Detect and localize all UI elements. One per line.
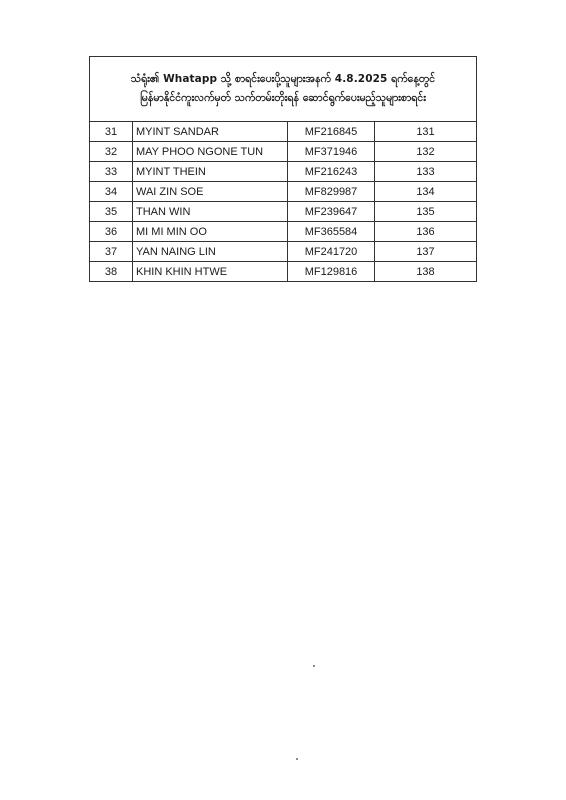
table-row (90, 162, 476, 182)
applicant-name: MI MI MIN OO (133, 222, 288, 242)
table-row (90, 182, 476, 202)
table-row (90, 242, 476, 262)
row-number: 32 (90, 142, 133, 162)
document-table-container (89, 56, 477, 282)
sequence-number: 137 (375, 242, 477, 262)
sequence-number: 133 (375, 162, 477, 182)
sequence-number: 135 (375, 202, 477, 222)
row-number: 37 (90, 242, 133, 262)
applicant-name: YAN NAING LIN (133, 242, 288, 262)
sequence-number: 136 (375, 222, 477, 242)
passport-number: MF365584 (288, 222, 375, 242)
table-header (90, 57, 476, 122)
applicant-name: MAY PHOO NGONE TUN (133, 142, 288, 162)
table-row (90, 222, 476, 242)
passport-number: MF216845 (288, 122, 375, 142)
passport-number: MF371946 (288, 142, 375, 162)
scan-speck (296, 758, 298, 760)
sequence-number: 132 (375, 142, 477, 162)
passport-number: MF829987 (288, 182, 375, 202)
sequence-number: 131 (375, 122, 477, 142)
table-row (90, 202, 476, 222)
applicant-name: KHIN KHIN HTWE (133, 262, 288, 282)
applicant-name: MYINT SANDAR (133, 122, 288, 142)
header-title-line-2: မြန်မာနိုင်ငံကူးလက်မှတ် သက်တမ်းတိုးရန် ဆောင်ရွက်ပေးမည့်သူများစာရင်း (140, 92, 426, 104)
header-title-line-1: သံရုံး၏ Whatapp သို့ စာရင်းပေးပို့သူများအနက် 4.8.2025 ရက်နေ့တွင် (130, 73, 436, 85)
applicant-name: WAI ZIN SOE (133, 182, 288, 202)
applicant-name: THAN WIN (133, 202, 288, 222)
passport-number: MF216243 (288, 162, 375, 182)
passport-number: MF129816 (288, 262, 375, 282)
row-number: 36 (90, 222, 133, 242)
row-number: 33 (90, 162, 133, 182)
scan-speck (313, 665, 315, 667)
applicant-table (90, 122, 476, 281)
passport-number: MF241720 (288, 242, 375, 262)
table-row (90, 262, 476, 282)
table-row (90, 142, 476, 162)
sequence-number: 134 (375, 182, 477, 202)
sequence-number: 138 (375, 262, 477, 282)
row-number: 38 (90, 262, 133, 282)
row-number: 31 (90, 122, 133, 142)
row-number: 35 (90, 202, 133, 222)
row-number: 34 (90, 182, 133, 202)
table-row (90, 122, 476, 142)
passport-number: MF239647 (288, 202, 375, 222)
applicant-name: MYINT THEIN (133, 162, 288, 182)
